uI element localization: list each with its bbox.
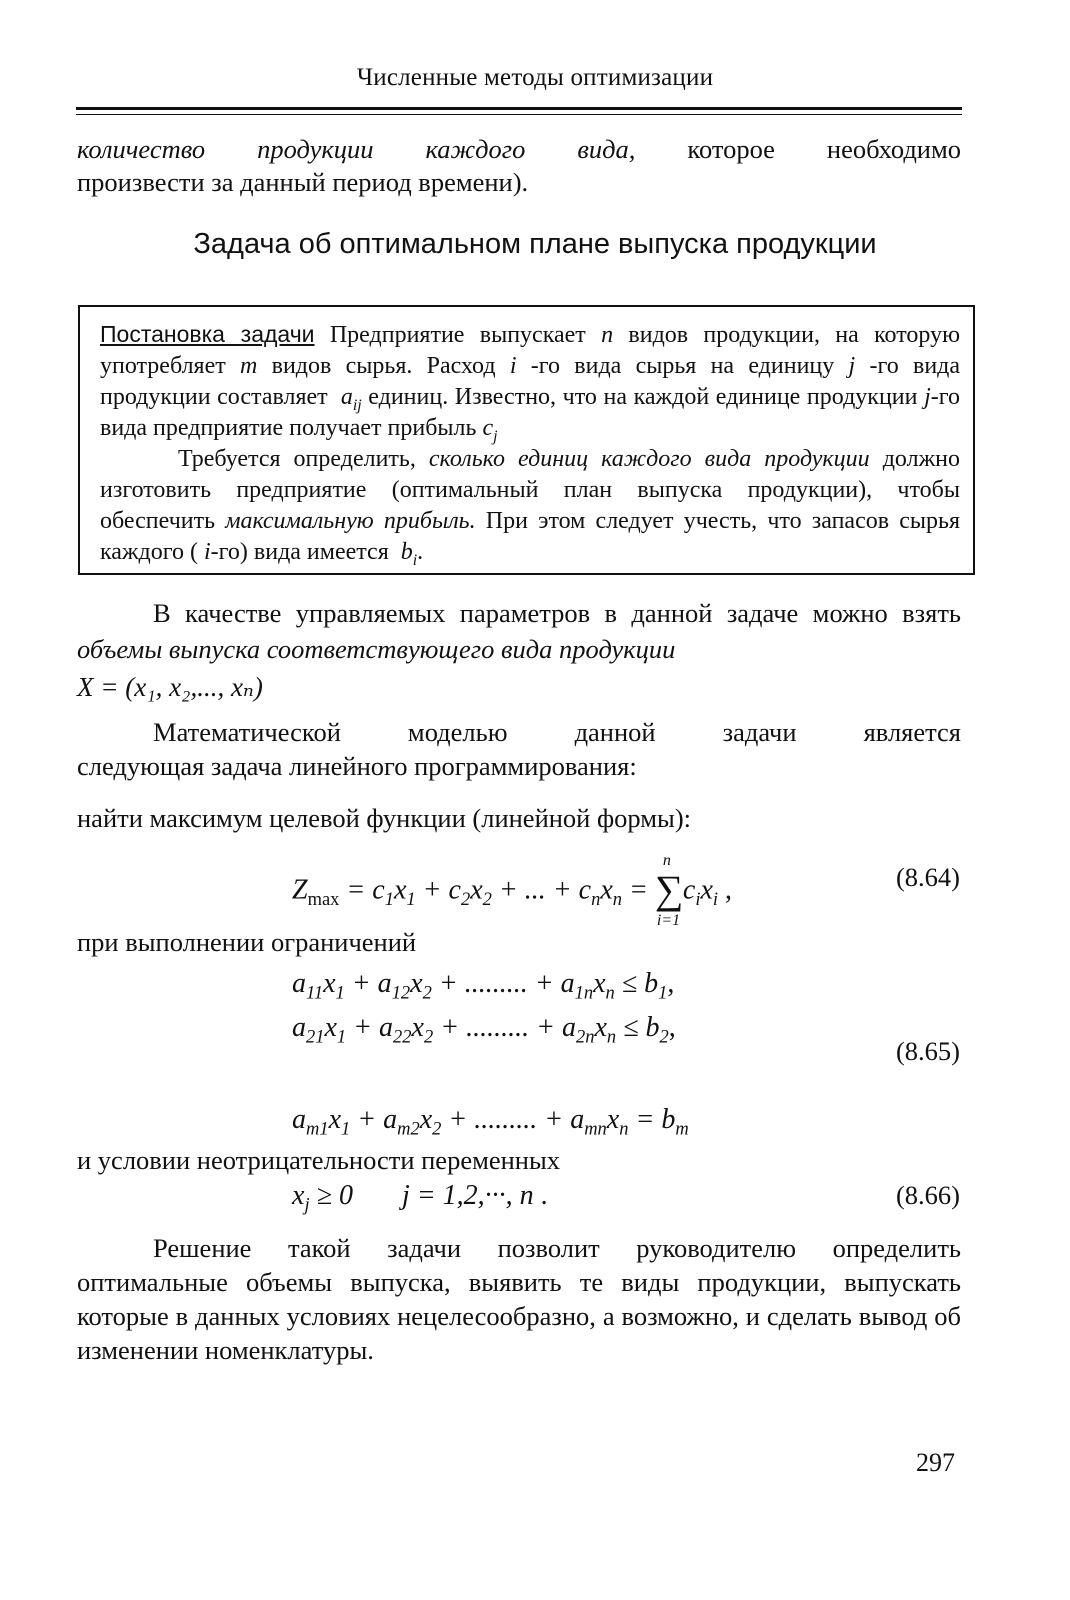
var-cj	[482, 415, 498, 445]
conclusion-paragraph: Решение такой задачи позволит руководителю определить оптимальные объемы выпуска, выявить те виды продукции, выпускать которые в данных условиях нецелесообразно, а возможно, и сделать вывод об изменении номенклатуры.	[77, 1233, 961, 1365]
var-c-sub: j	[493, 427, 498, 445]
problem-paragraph-1	[100, 319, 960, 444]
constraints-intro: при выполнении ограничений	[77, 927, 417, 957]
var-b: b	[400, 539, 413, 565]
problem-statement-text	[100, 319, 960, 568]
nonneg-intro: и условии неотрицательности переменных	[77, 1145, 561, 1175]
section-title: Задача об оптимальном плане выпуска продукции	[193, 228, 877, 260]
vector-definition: X = (x₁, x₂,..., xₙ)	[77, 672, 263, 702]
sum-symbol: n ∑ i=1	[654, 852, 684, 929]
var-a: a	[340, 384, 353, 410]
header-rule-thick	[76, 107, 962, 110]
text-span: -го вида предприятие получает прибыль	[100, 384, 961, 441]
var-aij	[340, 384, 362, 414]
page-number: 297	[916, 1448, 955, 1477]
text-span: -го вида продукции составляет	[100, 353, 961, 410]
text-span: -го) вида имеется	[210, 539, 389, 565]
text-span: В качестве управляемых параметров в данной задаче можно взять	[153, 598, 961, 628]
problem-paragraph-2	[100, 444, 960, 568]
intro-line-2: произвести за данный период времени).	[77, 167, 529, 197]
objective-function: $Z_{max} = c_1x_1 + c_2x_2$ + ... + $c_nx_n$ = n ∑ i=1 $c_ix_i$ ,	[292, 852, 733, 929]
var-c: c	[482, 415, 494, 441]
equation-number-8-65: (8.65)	[895, 1036, 960, 1066]
model-line-2: следующая задача линейного программирования:	[77, 751, 637, 781]
var-bi	[400, 539, 418, 569]
var-i: i	[509, 353, 517, 379]
var-j: j	[924, 384, 931, 410]
var-b-sub: i	[412, 551, 418, 569]
text-span: должно изготовить предприятие (оптимальный план выпуска продукции), чтобы обеспечить	[100, 446, 960, 534]
intro-line-1	[77, 133, 961, 166]
text-span: -го вида сырья на единицу	[530, 353, 835, 379]
italic-phrase: максимальную прибыль.	[225, 508, 476, 534]
var-i: i	[203, 539, 211, 565]
var-m: m	[240, 353, 258, 379]
text-span: видов продукции, на которую употребляет	[100, 322, 960, 379]
intro-rest: которое необходимо	[687, 134, 961, 164]
text-span: Предприятие выпускает	[329, 322, 586, 348]
constraint-row-1: $a_{11}x_1 + a_{12}x_2$ + ......... + $a_{1n}x_n \le b_1$,	[292, 968, 675, 1003]
problem-label: Постановка задачи	[100, 321, 315, 347]
text-span: .	[417, 539, 424, 565]
intro-italic: количество продукции каждого вида,	[77, 134, 636, 164]
text-span: видов сырья. Расход	[271, 353, 496, 379]
equation-number-8-66: (8.66)	[895, 1180, 960, 1210]
nonnegativity-condition: $x_j \ge 0$ j = 1,2,···, n .	[292, 1180, 548, 1215]
var-j: j	[848, 353, 856, 379]
model-line-1: Математической моделью данной задачи является	[153, 717, 961, 747]
italic-phrase: объемы выпуска соответствующего вида продукции	[77, 634, 676, 664]
problem-statement-box	[78, 305, 975, 575]
var-n: n	[601, 322, 614, 348]
text-span: единиц. Известно, что на каждой единице продукции	[368, 384, 918, 410]
text-span: Требуется определить,	[178, 446, 416, 472]
var-a-sub: ij	[352, 396, 362, 414]
params-paragraph	[77, 595, 961, 667]
equation-number-8-64: (8.64)	[895, 862, 960, 892]
italic-phrase: сколько единиц каждого вида продукции	[428, 446, 870, 472]
find-max-line: найти максимум целевой функции (линейной формы):	[77, 803, 692, 833]
constraint-row-m: $a_{m1}x_1 + a_{m2}x_2$ + ......... + $a_{mn}x_n = b_m$	[292, 1104, 689, 1139]
text-span: При этом следует учесть, что запасов сырья каждого (	[100, 508, 960, 565]
running-head: Численные методы оптимизации	[356, 64, 714, 91]
header-rule-thin	[76, 114, 962, 115]
constraint-row-2: $a_{21}x_1 + a_{22}x_2$ + ......... + $a_{2n}x_n \le b_2$,	[292, 1012, 676, 1047]
